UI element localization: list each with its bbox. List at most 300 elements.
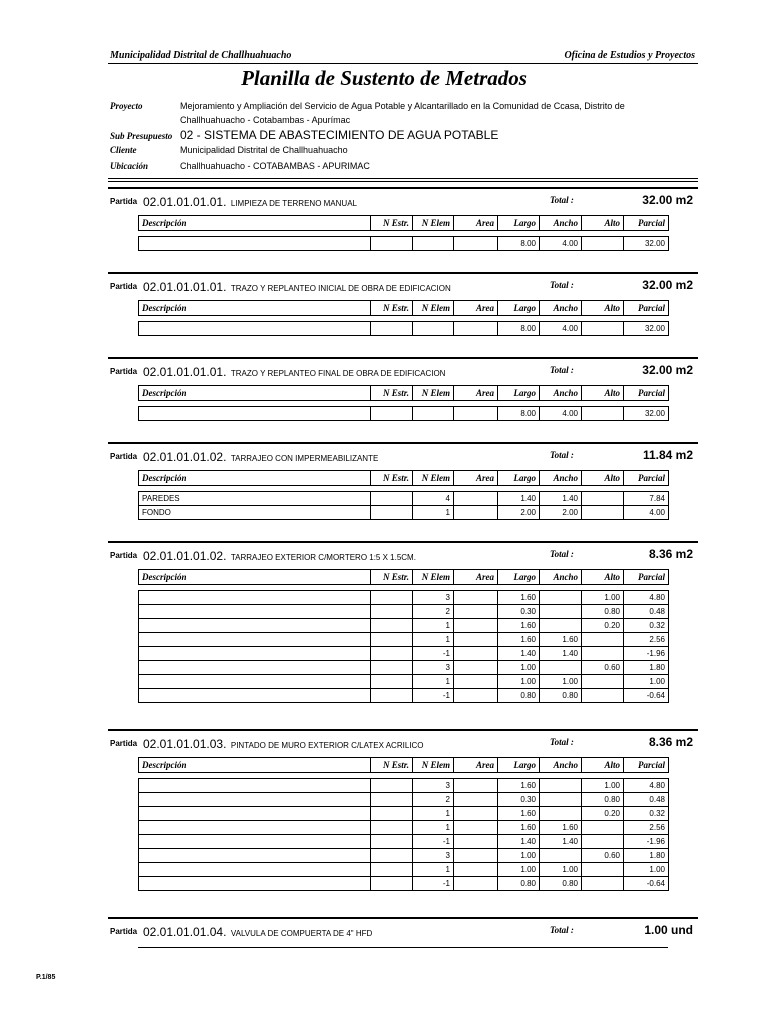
column-header-row — [139, 758, 669, 773]
partida-label: Partida — [110, 452, 138, 461]
table-cell: 3 — [413, 779, 454, 793]
partida-total-label: Total : — [550, 549, 574, 559]
table-cell — [582, 633, 624, 647]
table-cell — [582, 863, 624, 877]
metrado-table — [138, 406, 669, 421]
table-cell — [582, 689, 624, 703]
table-row — [139, 661, 669, 675]
column-header: N Elem — [413, 471, 454, 486]
column-header: Parcial — [624, 216, 669, 231]
partida-code: 02.01.01.01.01. — [143, 365, 227, 379]
column-header: Alto — [582, 216, 624, 231]
table-row — [139, 849, 669, 863]
column-header: Alto — [582, 570, 624, 585]
partida-rule — [108, 917, 698, 919]
table-cell: 2.56 — [624, 821, 669, 835]
table-cell: 1 — [413, 807, 454, 821]
table-row — [139, 647, 669, 661]
column-header-row — [139, 216, 669, 231]
table-row — [139, 322, 669, 336]
header-municipality: Municipalidad Distrital de Challhuahuacho — [110, 50, 292, 61]
table-cell: 4.00 — [540, 237, 582, 251]
metrado-table — [138, 491, 669, 520]
table-cell: 1.40 — [498, 492, 540, 506]
table-cell: 1.00 — [540, 675, 582, 689]
table-cell — [454, 647, 498, 661]
partida-desc: TARRAJEO CON IMPERMEABILIZANTE — [230, 454, 379, 463]
table-cell: 1.60 — [498, 821, 540, 835]
column-header: Ancho — [540, 301, 582, 316]
cliente-label: Cliente — [110, 145, 137, 155]
table-cell: 1.00 — [582, 779, 624, 793]
table-cell: 4.80 — [624, 591, 669, 605]
table-cell — [371, 793, 413, 807]
table-cell — [454, 863, 498, 877]
page-title: Planilla de Sustento de Metrados — [241, 66, 527, 90]
table-cell: 4.80 — [624, 779, 669, 793]
table-cell: 1.60 — [498, 591, 540, 605]
column-header: N Elem — [413, 570, 454, 585]
table-cell — [139, 793, 371, 807]
partida-total-value: 1.00 und — [644, 923, 693, 937]
column-header: N Estr. — [371, 216, 413, 231]
ubicacion-label: Ubicación — [110, 161, 148, 171]
table-cell: 4.00 — [624, 506, 669, 520]
table-row — [139, 633, 669, 647]
table-row — [139, 807, 669, 821]
table-cell — [582, 506, 624, 520]
table-cell — [413, 322, 454, 336]
table-cell: 32.00 — [624, 407, 669, 421]
table-row — [139, 779, 669, 793]
table-cell: 4 — [413, 492, 454, 506]
table-cell: 1.00 — [624, 675, 669, 689]
table-cell — [139, 619, 371, 633]
table-cell — [582, 492, 624, 506]
column-header: Parcial — [624, 570, 669, 585]
table-cell: 3 — [413, 591, 454, 605]
column-header: Parcial — [624, 301, 669, 316]
partida-label: Partida — [110, 367, 138, 376]
table-cell: 0.60 — [582, 661, 624, 675]
partida-total-value: 32.00 m2 — [642, 363, 693, 377]
table-cell — [371, 849, 413, 863]
table-cell — [371, 779, 413, 793]
table-cell: 1.40 — [498, 835, 540, 849]
table-row — [139, 237, 669, 251]
partida-code: 02.01.01.01.01. — [143, 280, 227, 294]
info-rule-2 — [108, 181, 698, 182]
table-cell — [454, 407, 498, 421]
table-cell — [371, 647, 413, 661]
column-header: Descripción — [139, 386, 371, 401]
table-cell — [371, 835, 413, 849]
table-cell: 2 — [413, 605, 454, 619]
partida-rule — [108, 442, 698, 444]
partida-code: 02.01.01.01.04. — [143, 925, 227, 939]
table-cell: 2.00 — [498, 506, 540, 520]
table-cell: 0.20 — [582, 619, 624, 633]
cliente-value: Municipalidad Distrital de Challhuahuacho — [180, 145, 348, 155]
header-office: Oficina de Estudios y Proyectos — [564, 50, 695, 61]
table-cell — [139, 779, 371, 793]
column-header: Alto — [582, 386, 624, 401]
table-cell — [454, 591, 498, 605]
table-cell: -1.96 — [624, 647, 669, 661]
metrado-table — [138, 778, 669, 891]
ubicacion-value: Challhuahuacho - COTABAMBAS - APURIMAC — [180, 161, 370, 171]
table-cell: 1 — [413, 619, 454, 633]
table-cell — [454, 689, 498, 703]
table-row — [139, 675, 669, 689]
table-cell — [371, 591, 413, 605]
column-header: N Elem — [413, 216, 454, 231]
partida-total-value: 11.84 m2 — [642, 448, 693, 462]
table-cell — [582, 322, 624, 336]
column-header: N Estr. — [371, 386, 413, 401]
partida-total-value: 8.36 m2 — [648, 547, 693, 561]
column-header: Area — [454, 301, 498, 316]
table-cell: 2 — [413, 793, 454, 807]
table-cell: 1 — [413, 821, 454, 835]
partida-rule — [108, 729, 698, 731]
partida-code: 02.01.01.01.01. — [143, 195, 227, 209]
table-row — [139, 821, 669, 835]
partida-end-rule — [138, 947, 668, 948]
partida-total-label: Total : — [550, 280, 574, 290]
partida-heading — [143, 735, 424, 753]
table-cell: 4.00 — [540, 322, 582, 336]
column-header-row — [139, 301, 669, 316]
partida-label: Partida — [110, 927, 138, 936]
header-rule — [108, 63, 698, 64]
table-row — [139, 863, 669, 877]
column-header: Ancho — [540, 216, 582, 231]
table-cell: 7.84 — [624, 492, 669, 506]
table-cell — [371, 322, 413, 336]
metrado-table — [138, 236, 669, 251]
column-header: N Elem — [413, 758, 454, 773]
column-header-row — [139, 386, 669, 401]
column-header: Area — [454, 758, 498, 773]
column-header: Parcial — [624, 758, 669, 773]
table-cell: 1.40 — [540, 492, 582, 506]
table-cell — [139, 807, 371, 821]
column-header-table — [138, 569, 669, 585]
metrado-table — [138, 321, 669, 336]
column-header: Parcial — [624, 471, 669, 486]
partida-code: 02.01.01.01.02. — [143, 549, 227, 563]
table-cell: 1.00 — [582, 591, 624, 605]
column-header-row — [139, 570, 669, 585]
partida-label: Partida — [110, 551, 138, 560]
table-cell — [540, 591, 582, 605]
table-cell — [371, 492, 413, 506]
table-cell — [371, 237, 413, 251]
table-cell — [454, 492, 498, 506]
column-header-table — [138, 470, 669, 486]
table-cell: 2.00 — [540, 506, 582, 520]
partida-rule — [108, 541, 698, 543]
table-cell — [582, 647, 624, 661]
table-cell: 0.30 — [498, 793, 540, 807]
partida-rule — [108, 272, 698, 274]
partida-total-label: Total : — [550, 365, 574, 375]
table-cell — [454, 807, 498, 821]
table-cell — [139, 835, 371, 849]
table-row — [139, 793, 669, 807]
partida-heading — [143, 193, 357, 211]
partida-desc: LIMPIEZA DE TERRENO MANUAL — [230, 199, 357, 208]
partida-desc: TRAZO Y REPLANTEO INICIAL DE OBRA DE EDIFICACION — [230, 284, 451, 293]
partida-desc: TRAZO Y REPLANTEO FINAL DE OBRA DE EDIFICACION — [230, 369, 446, 378]
table-cell — [454, 835, 498, 849]
table-cell: 0.20 — [582, 807, 624, 821]
table-cell: 1.00 — [624, 863, 669, 877]
table-cell — [454, 661, 498, 675]
column-header-row — [139, 471, 669, 486]
column-header-table — [138, 215, 669, 231]
table-cell: 1.80 — [624, 849, 669, 863]
table-cell — [582, 237, 624, 251]
table-cell: 0.80 — [540, 689, 582, 703]
partida-total-value: 32.00 m2 — [642, 278, 693, 292]
column-header: Descripción — [139, 301, 371, 316]
table-cell: 1.40 — [498, 647, 540, 661]
column-header: Area — [454, 570, 498, 585]
metrado-table — [138, 590, 669, 703]
column-header: Ancho — [540, 471, 582, 486]
column-header: Area — [454, 471, 498, 486]
subpres-label: Sub Presupuesto — [110, 131, 173, 141]
column-header: N Estr. — [371, 301, 413, 316]
table-cell — [139, 675, 371, 689]
table-cell — [582, 407, 624, 421]
table-cell — [371, 407, 413, 421]
table-cell — [582, 675, 624, 689]
column-header: Descripción — [139, 570, 371, 585]
table-cell: 32.00 — [624, 322, 669, 336]
partida-heading — [143, 278, 451, 296]
table-cell — [540, 807, 582, 821]
column-header: Largo — [498, 758, 540, 773]
table-cell — [454, 633, 498, 647]
table-cell — [540, 619, 582, 633]
column-header: N Elem — [413, 301, 454, 316]
column-header-table — [138, 300, 669, 316]
column-header: Ancho — [540, 758, 582, 773]
partida-label: Partida — [110, 282, 138, 291]
table-cell — [454, 506, 498, 520]
column-header: Largo — [498, 301, 540, 316]
table-cell — [139, 821, 371, 835]
table-cell — [371, 661, 413, 675]
partida-total-value: 8.36 m2 — [648, 735, 693, 749]
column-header: Descripción — [139, 216, 371, 231]
table-cell: 4.00 — [540, 407, 582, 421]
partida-heading — [143, 923, 372, 941]
page-number: P.1/85 — [36, 974, 56, 981]
column-header: Ancho — [540, 570, 582, 585]
table-row — [139, 877, 669, 891]
table-cell — [371, 605, 413, 619]
table-cell — [371, 689, 413, 703]
table-cell: 2.56 — [624, 633, 669, 647]
table-cell: 1 — [413, 506, 454, 520]
partida-rule — [108, 357, 698, 359]
table-cell — [371, 619, 413, 633]
column-header: Parcial — [624, 386, 669, 401]
table-cell — [139, 689, 371, 703]
table-cell — [540, 661, 582, 675]
partida-total-label: Total : — [550, 737, 574, 747]
table-cell: PAREDES — [139, 492, 371, 506]
table-row — [139, 835, 669, 849]
table-cell — [371, 863, 413, 877]
proyecto-line2: Challhuahuacho - Cotabambas - Apurímac — [180, 115, 351, 125]
table-cell — [454, 619, 498, 633]
table-row — [139, 619, 669, 633]
table-cell — [454, 849, 498, 863]
info-rule-1 — [108, 178, 698, 179]
table-cell — [139, 877, 371, 891]
table-row — [139, 605, 669, 619]
table-cell — [454, 322, 498, 336]
column-header: Largo — [498, 386, 540, 401]
table-cell — [371, 877, 413, 891]
table-cell: 1.00 — [498, 675, 540, 689]
table-cell: 1.60 — [498, 619, 540, 633]
table-cell — [139, 863, 371, 877]
table-cell — [371, 821, 413, 835]
column-header: Ancho — [540, 386, 582, 401]
table-cell — [454, 237, 498, 251]
partida-heading — [143, 547, 416, 565]
table-cell — [139, 322, 371, 336]
table-cell: 1 — [413, 675, 454, 689]
table-cell: 0.80 — [582, 793, 624, 807]
table-cell: 1.60 — [540, 821, 582, 835]
table-cell: 1 — [413, 633, 454, 647]
partida-heading — [143, 448, 378, 466]
table-cell: -1 — [413, 689, 454, 703]
table-cell: 0.48 — [624, 793, 669, 807]
table-cell: 0.80 — [498, 689, 540, 703]
proyecto-label: Proyecto — [110, 101, 143, 111]
table-cell — [413, 237, 454, 251]
table-cell — [139, 633, 371, 647]
partida-desc: TARRAJEO EXTERIOR C/MORTERO 1:5 X 1.5CM. — [230, 553, 416, 562]
column-header: Area — [454, 216, 498, 231]
table-cell: 1.60 — [498, 807, 540, 821]
table-cell: 32.00 — [624, 237, 669, 251]
partida-total-label: Total : — [550, 925, 574, 935]
table-cell: 1.00 — [540, 863, 582, 877]
table-cell: 1.40 — [540, 647, 582, 661]
table-cell — [454, 793, 498, 807]
column-header: N Elem — [413, 386, 454, 401]
table-cell — [139, 237, 371, 251]
table-cell: 0.80 — [498, 877, 540, 891]
table-cell — [582, 821, 624, 835]
column-header: Largo — [498, 570, 540, 585]
table-row — [139, 689, 669, 703]
table-cell: 3 — [413, 849, 454, 863]
column-header: N Estr. — [371, 758, 413, 773]
table-cell — [540, 779, 582, 793]
partida-total-label: Total : — [550, 450, 574, 460]
table-cell: -1 — [413, 647, 454, 661]
table-cell — [454, 877, 498, 891]
table-cell — [139, 661, 371, 675]
table-cell: 1.40 — [540, 835, 582, 849]
table-cell — [454, 821, 498, 835]
table-cell — [454, 779, 498, 793]
table-cell: 1 — [413, 863, 454, 877]
table-cell — [139, 849, 371, 863]
table-cell — [454, 675, 498, 689]
table-cell — [582, 835, 624, 849]
table-cell: 1.60 — [498, 779, 540, 793]
column-header: Largo — [498, 471, 540, 486]
table-cell — [139, 605, 371, 619]
table-cell — [371, 506, 413, 520]
table-cell: 3 — [413, 661, 454, 675]
table-row — [139, 591, 669, 605]
partida-label: Partida — [110, 197, 138, 206]
table-cell: 1.00 — [498, 661, 540, 675]
partida-code: 02.01.01.01.03. — [143, 737, 227, 751]
table-cell — [371, 807, 413, 821]
table-cell: -1 — [413, 877, 454, 891]
partida-total-value: 32.00 m2 — [642, 193, 693, 207]
table-cell — [139, 591, 371, 605]
table-cell — [371, 633, 413, 647]
column-header: Area — [454, 386, 498, 401]
column-header: Alto — [582, 301, 624, 316]
column-header: Descripción — [139, 758, 371, 773]
column-header: Alto — [582, 471, 624, 486]
table-cell: 0.32 — [624, 807, 669, 821]
table-cell — [139, 647, 371, 661]
table-cell: 1.00 — [498, 863, 540, 877]
table-cell: 0.30 — [498, 605, 540, 619]
table-cell — [371, 675, 413, 689]
table-cell: 0.80 — [582, 605, 624, 619]
table-cell: 1.60 — [498, 633, 540, 647]
table-row — [139, 407, 669, 421]
table-cell: -1.96 — [624, 835, 669, 849]
partida-heading — [143, 363, 445, 381]
table-cell: FONDO — [139, 506, 371, 520]
subpres-value: 02 - SISTEMA DE ABASTECIMIENTO DE AGUA POTABLE — [180, 128, 499, 142]
table-cell — [540, 605, 582, 619]
table-cell: 0.80 — [540, 877, 582, 891]
table-row — [139, 506, 669, 520]
table-cell — [139, 407, 371, 421]
column-header: N Estr. — [371, 471, 413, 486]
table-cell: 0.48 — [624, 605, 669, 619]
partida-code: 02.01.01.01.02. — [143, 450, 227, 464]
table-cell — [540, 793, 582, 807]
table-cell — [454, 605, 498, 619]
partida-rule — [108, 187, 698, 189]
table-cell: 8.00 — [498, 322, 540, 336]
column-header-table — [138, 757, 669, 773]
table-cell: 8.00 — [498, 237, 540, 251]
table-cell: 8.00 — [498, 407, 540, 421]
table-cell: 1.00 — [498, 849, 540, 863]
